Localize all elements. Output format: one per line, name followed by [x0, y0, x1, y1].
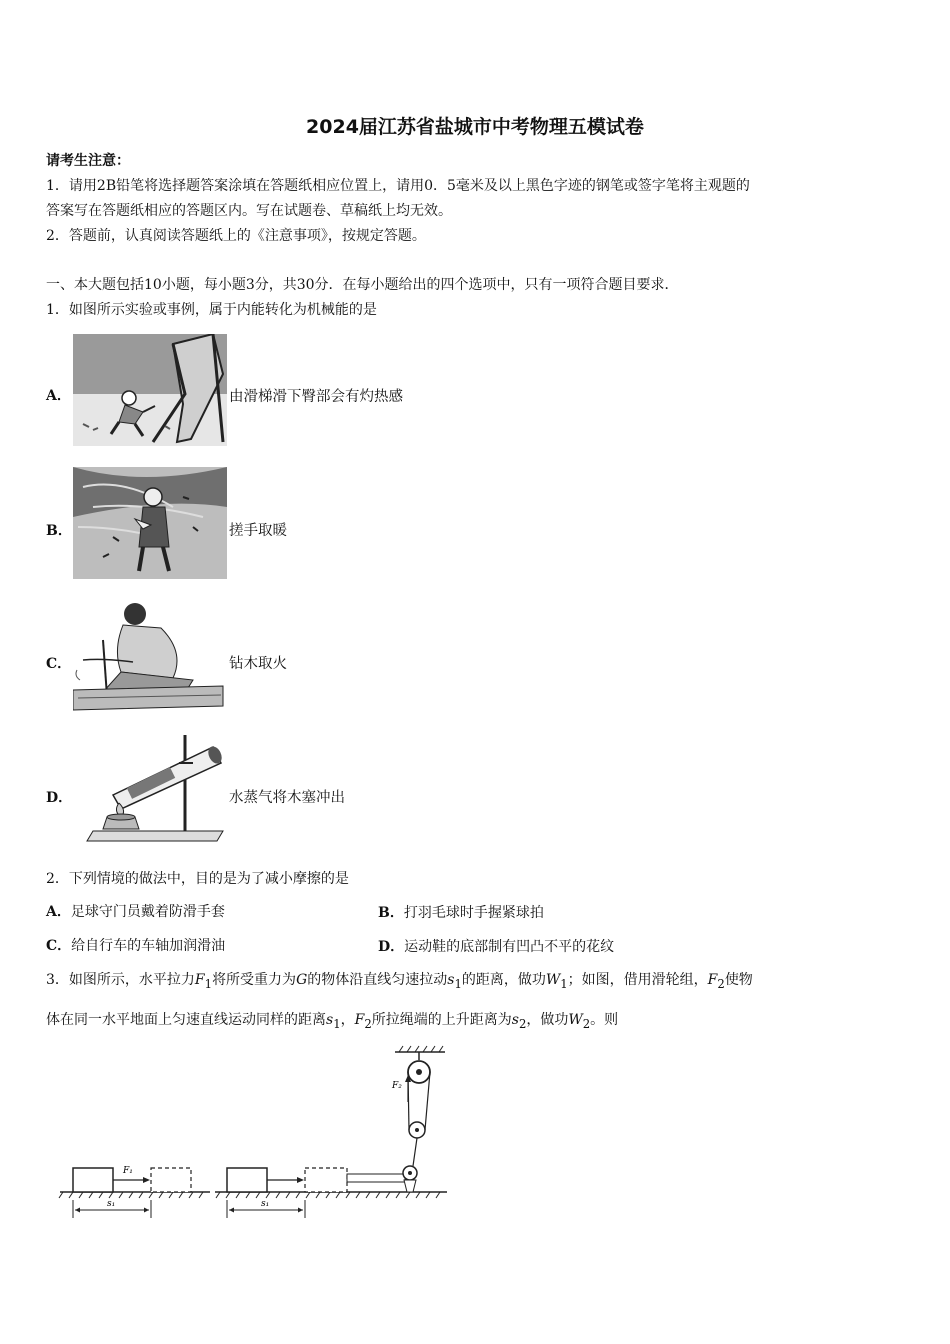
q1-stem: 1．如图所示实验或事例，属于内能转化为机械能的是 [46, 302, 377, 318]
q2-option-b-letter: B． [378, 905, 404, 921]
q3-text: ，做功 [526, 1012, 569, 1028]
q3-sub-1: 1 [560, 976, 568, 991]
q3-sub-2: 2 [518, 1016, 527, 1031]
block-left [73, 1168, 113, 1192]
q3-text: 所拉绳端的上升距离为 [371, 1012, 512, 1028]
ground-hatch-left [59, 1192, 203, 1198]
q3-sub-1: 1 [333, 1016, 341, 1031]
label-f2: F₂ [392, 1081, 402, 1091]
q3-text: 体在同一水平地面上匀速直线运动同样的距离 [46, 1012, 326, 1028]
q3-sub-2: 2 [582, 1016, 591, 1031]
q2-option-c [46, 936, 225, 956]
q3-var-s: s [447, 972, 455, 988]
notice-item-2: 2．答题前，认真阅读答题纸上的《注意事项》，按规定答题。 [46, 228, 426, 244]
notice-item-1-cont: 答案写在答题纸相应的答题区内。写在试题卷、草稿纸上均无效。 [46, 203, 452, 219]
drilling-wood-picture-icon [73, 600, 227, 712]
q2-option-d-text: 运动鞋的底部制有凹凸不平的花纹 [404, 939, 615, 955]
ground-hatch-right [216, 1192, 440, 1198]
notice-item-1: 1．请用2B铅笔将选择题答案涂填在答题纸相应位置上，请用0．5毫米及以上黑色字迹的钢笔或签字笔将主观题的 [46, 178, 750, 194]
q3-sub-1: 1 [204, 976, 213, 991]
q3-text: ；如图，借用滑轮组， [567, 972, 708, 988]
q3-var-g: G [296, 972, 308, 988]
q1-option-b-text: 搓手取暖 [229, 523, 287, 539]
q2-option-b [378, 902, 544, 922]
q3-var-s: s [511, 1012, 519, 1028]
q1-option-d-letter: D． [46, 790, 73, 806]
q3-var-f: F [354, 1012, 365, 1028]
steam-cork-picture-icon [73, 733, 227, 845]
q2-option-c-text: 给自行车的车轴加润滑油 [71, 938, 226, 954]
q3-var-f: F [194, 972, 205, 988]
q2-option-d [378, 936, 614, 956]
q3-var-w: W [568, 1012, 583, 1028]
q2-option-a-letter: A． [46, 904, 71, 920]
q3-stem-line-1 [46, 970, 753, 994]
section-heading: 一、本大题包括10小题，每小题3分，共30分．在每小题给出的四个选项中，只有一项符合题目要求． [46, 277, 679, 293]
slide-picture-icon [73, 334, 227, 446]
q3-text: 将所受重力为 [212, 972, 297, 988]
q3-var-s: s [326, 1012, 334, 1028]
block-left-dashed [151, 1168, 191, 1192]
q3-sub-2: 2 [364, 1016, 372, 1031]
q2-stem: 2．下列情境的做法中，目的是为了减小摩擦的是 [46, 871, 349, 887]
q3-stem-line-2 [46, 1010, 618, 1034]
q3-var-f: F [707, 972, 718, 988]
page-title: 2024届江苏省盐城市中考物理五模试卷 [306, 116, 644, 138]
q3-text: 的物体沿直线匀速拉动 [307, 972, 448, 988]
q3-text: 3．如图所示，水平拉力 [46, 972, 195, 988]
q1-option-b-letter: B． [46, 523, 72, 539]
q2-option-b-text: 打羽毛球时手握紧球拍 [403, 905, 544, 921]
block-right-dashed [305, 1168, 347, 1192]
q1-option-a-text: 由滑梯滑下臀部会有灼热感 [229, 389, 403, 405]
rubbing-hands-picture-icon [73, 467, 227, 579]
q1-option-c-letter: C． [46, 656, 72, 672]
q2-option-a [46, 902, 225, 922]
label-s1-right: s₁ [261, 1199, 270, 1209]
label-s1-left: s₁ [107, 1199, 116, 1209]
q3-text: ， [340, 1012, 355, 1028]
q3-sub-2: 2 [717, 976, 725, 991]
q2-option-d-letter: D． [378, 939, 405, 955]
label-f1: F₁ [123, 1166, 133, 1176]
notice-heading: 请考生注意： [46, 153, 130, 169]
q2-option-c-letter: C． [46, 938, 72, 954]
pulley-diagram [55, 1040, 455, 1225]
q3-var-w: W [545, 972, 561, 988]
q3-text: 的距离，做功 [461, 972, 546, 988]
q1-option-c-text: 钻木取火 [229, 656, 287, 672]
q1-option-d-text: 水蒸气将木塞冲出 [229, 790, 345, 806]
q2-option-a-text: 足球守门员戴着防滑手套 [70, 904, 225, 920]
q3-sub-1: 1 [454, 976, 462, 991]
q1-option-a-letter: A． [46, 388, 71, 404]
q3-text: 。则 [590, 1012, 619, 1028]
block-right [227, 1168, 267, 1192]
q3-text: 使物 [724, 972, 753, 988]
